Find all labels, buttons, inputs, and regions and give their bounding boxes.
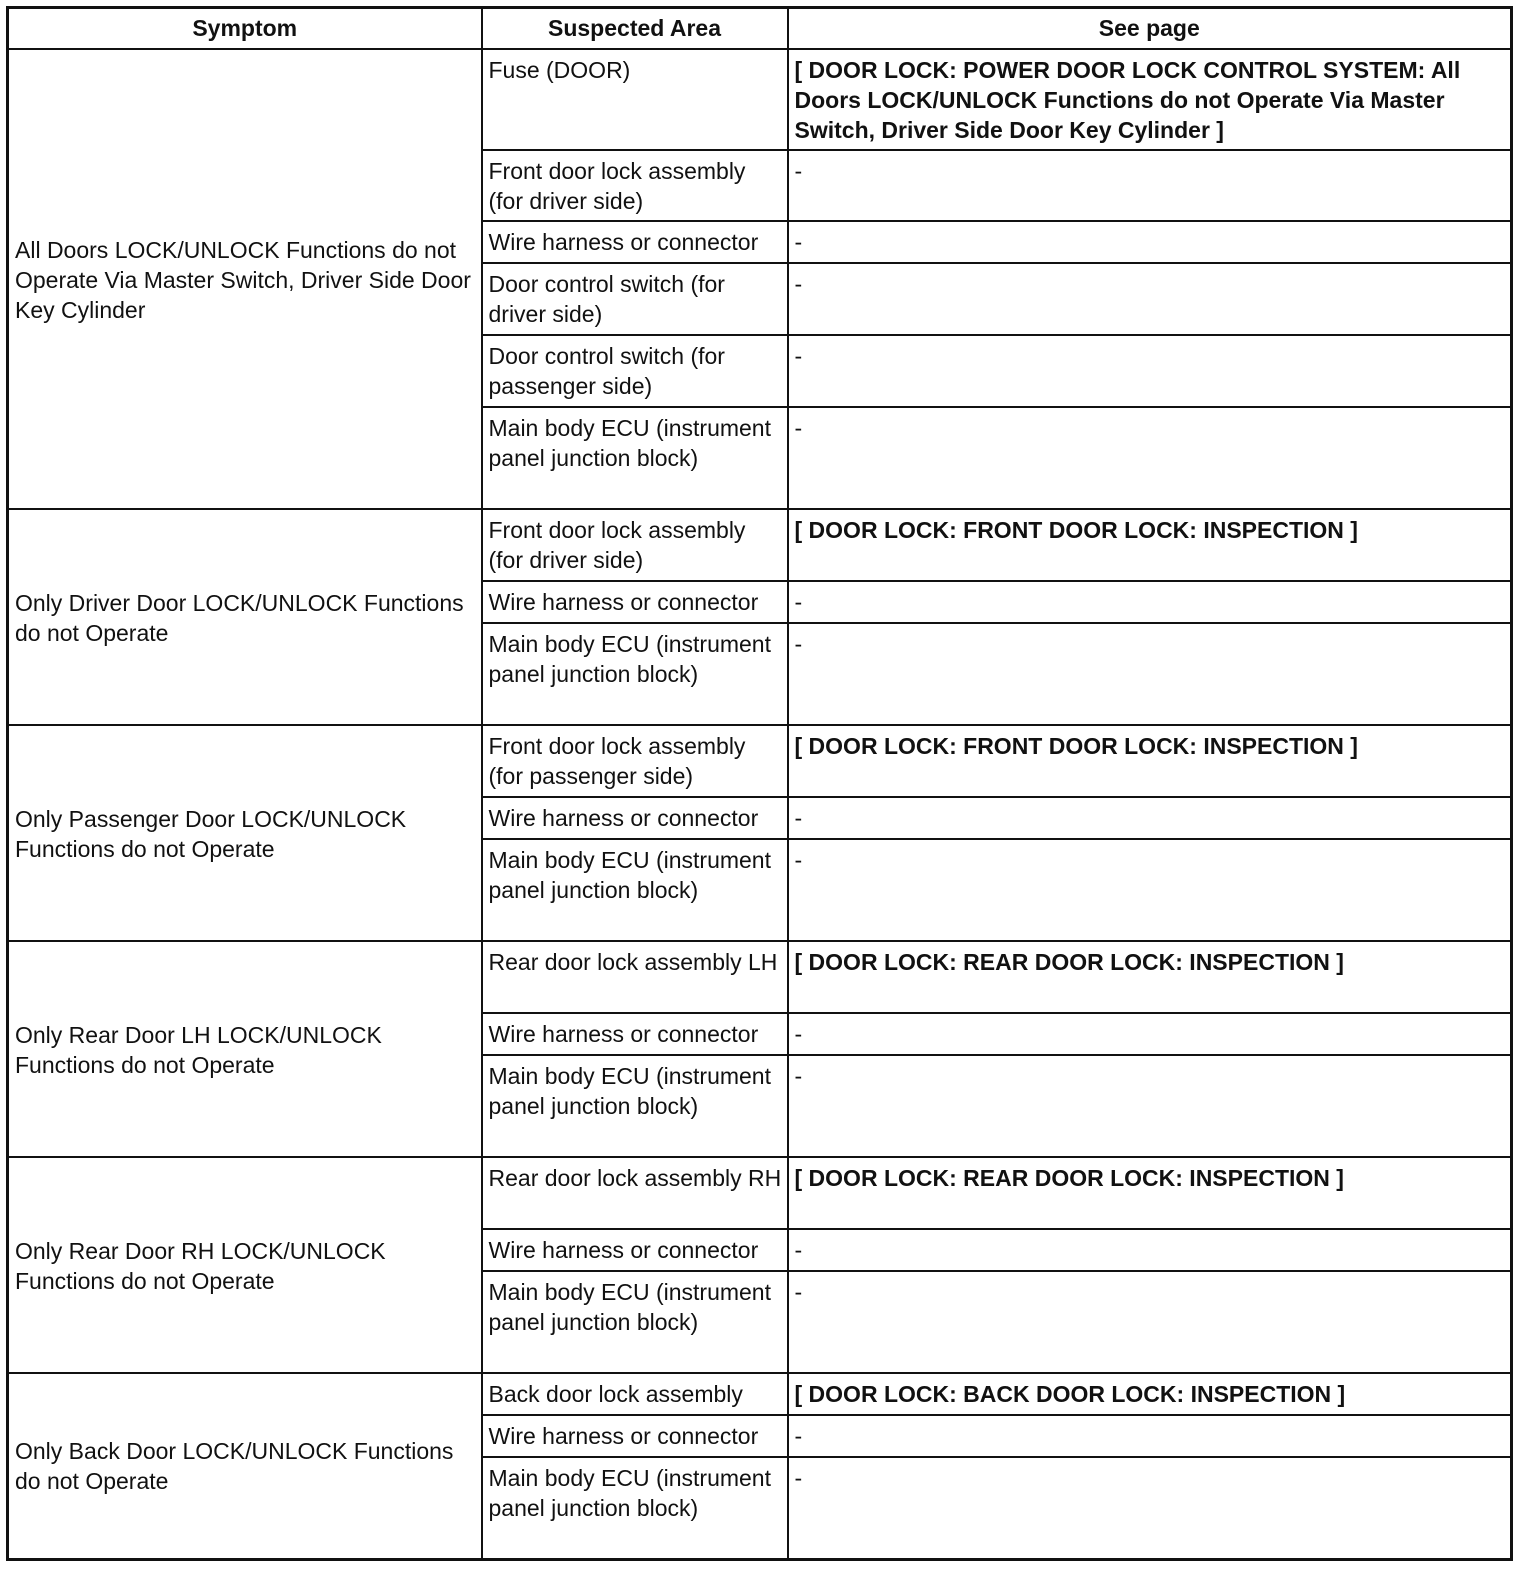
suspected-area-cell: Front door lock assembly (for driver side) — [482, 509, 788, 581]
table-row — [8, 725, 1512, 797]
symptom-cell: Only Rear Door LH LOCK/UNLOCK Functions do not Operate — [8, 941, 482, 1157]
suspected-area-cell: Main body ECU (instrument panel junction block) — [482, 1457, 788, 1559]
header-symptom: Symptom — [8, 8, 482, 50]
see-page-link[interactable]: [ DOOR LOCK: FRONT DOOR LOCK: INSPECTION ] — [788, 509, 1512, 581]
suspected-area-cell: Door control switch (for passenger side) — [482, 335, 788, 407]
see-page-cell: - — [788, 1457, 1512, 1559]
see-page-cell: - — [788, 1229, 1512, 1271]
suspected-area-cell: Wire harness or connector — [482, 1013, 788, 1055]
suspected-area-cell: Main body ECU (instrument panel junction block) — [482, 1271, 788, 1373]
suspected-area-cell: Front door lock assembly (for driver side) — [482, 150, 788, 221]
see-page-cell: - — [788, 150, 1512, 221]
see-page-cell: - — [788, 623, 1512, 725]
see-page-cell: - — [788, 797, 1512, 839]
suspected-area-cell: Wire harness or connector — [482, 221, 788, 263]
table-row — [8, 941, 1512, 1013]
see-page-link[interactable]: [ DOOR LOCK: FRONT DOOR LOCK: INSPECTION ] — [788, 725, 1512, 797]
suspected-area-cell: Back door lock assembly — [482, 1373, 788, 1415]
symptom-cell: Only Back Door LOCK/UNLOCK Functions do not Operate — [8, 1373, 482, 1559]
table-row — [8, 49, 1512, 150]
see-page-cell: - — [788, 1013, 1512, 1055]
table-header-row — [8, 8, 1512, 50]
symptom-cell: Only Rear Door RH LOCK/UNLOCK Functions do not Operate — [8, 1157, 482, 1373]
see-page-cell: - — [788, 1271, 1512, 1373]
suspected-area-cell: Main body ECU (instrument panel junction block) — [482, 623, 788, 725]
see-page-link[interactable]: [ DOOR LOCK: POWER DOOR LOCK CONTROL SYSTEM: All Doors LOCK/UNLOCK Functions do not Operate Via Master Switch, Driver Side Door Key Cylinder ] — [788, 49, 1512, 150]
see-page-cell: - — [788, 1055, 1512, 1157]
suspected-area-cell: Wire harness or connector — [482, 1415, 788, 1457]
suspected-area-cell: Front door lock assembly (for passenger side) — [482, 725, 788, 797]
see-page-cell: - — [788, 1415, 1512, 1457]
suspected-area-cell: Wire harness or connector — [482, 581, 788, 623]
see-page-cell: - — [788, 839, 1512, 941]
see-page-link[interactable]: [ DOOR LOCK: REAR DOOR LOCK: INSPECTION ] — [788, 941, 1512, 1013]
suspected-area-cell: Main body ECU (instrument panel junction block) — [482, 1055, 788, 1157]
see-page-link[interactable]: [ DOOR LOCK: REAR DOOR LOCK: INSPECTION ] — [788, 1157, 1512, 1229]
header-see-page: See page — [788, 8, 1512, 50]
suspected-area-cell: Wire harness or connector — [482, 797, 788, 839]
symptom-cell: All Doors LOCK/UNLOCK Functions do not Operate Via Master Switch, Driver Side Door Key Cylinder — [8, 49, 482, 509]
suspected-area-cell: Door control switch (for driver side) — [482, 263, 788, 335]
suspected-area-cell: Rear door lock assembly RH — [482, 1157, 788, 1229]
troubleshooting-table — [6, 6, 1513, 1561]
see-page-cell: - — [788, 407, 1512, 509]
table-row — [8, 509, 1512, 581]
see-page-cell: - — [788, 263, 1512, 335]
symptom-cell: Only Passenger Door LOCK/UNLOCK Functions do not Operate — [8, 725, 482, 941]
table-row — [8, 1373, 1512, 1415]
suspected-area-cell: Main body ECU (instrument panel junction block) — [482, 407, 788, 509]
suspected-area-cell: Main body ECU (instrument panel junction block) — [482, 839, 788, 941]
suspected-area-cell: Rear door lock assembly LH — [482, 941, 788, 1013]
see-page-link[interactable]: [ DOOR LOCK: BACK DOOR LOCK: INSPECTION ] — [788, 1373, 1512, 1415]
table-body — [8, 49, 1512, 1559]
see-page-cell: - — [788, 221, 1512, 263]
see-page-cell: - — [788, 335, 1512, 407]
symptom-cell: Only Driver Door LOCK/UNLOCK Functions do not Operate — [8, 509, 482, 725]
table-row — [8, 1157, 1512, 1229]
header-suspected-area: Suspected Area — [482, 8, 788, 50]
troubleshooting-table-wrapper — [6, 6, 1513, 1561]
suspected-area-cell: Fuse (DOOR) — [482, 49, 788, 150]
see-page-cell: - — [788, 581, 1512, 623]
suspected-area-cell: Wire harness or connector — [482, 1229, 788, 1271]
